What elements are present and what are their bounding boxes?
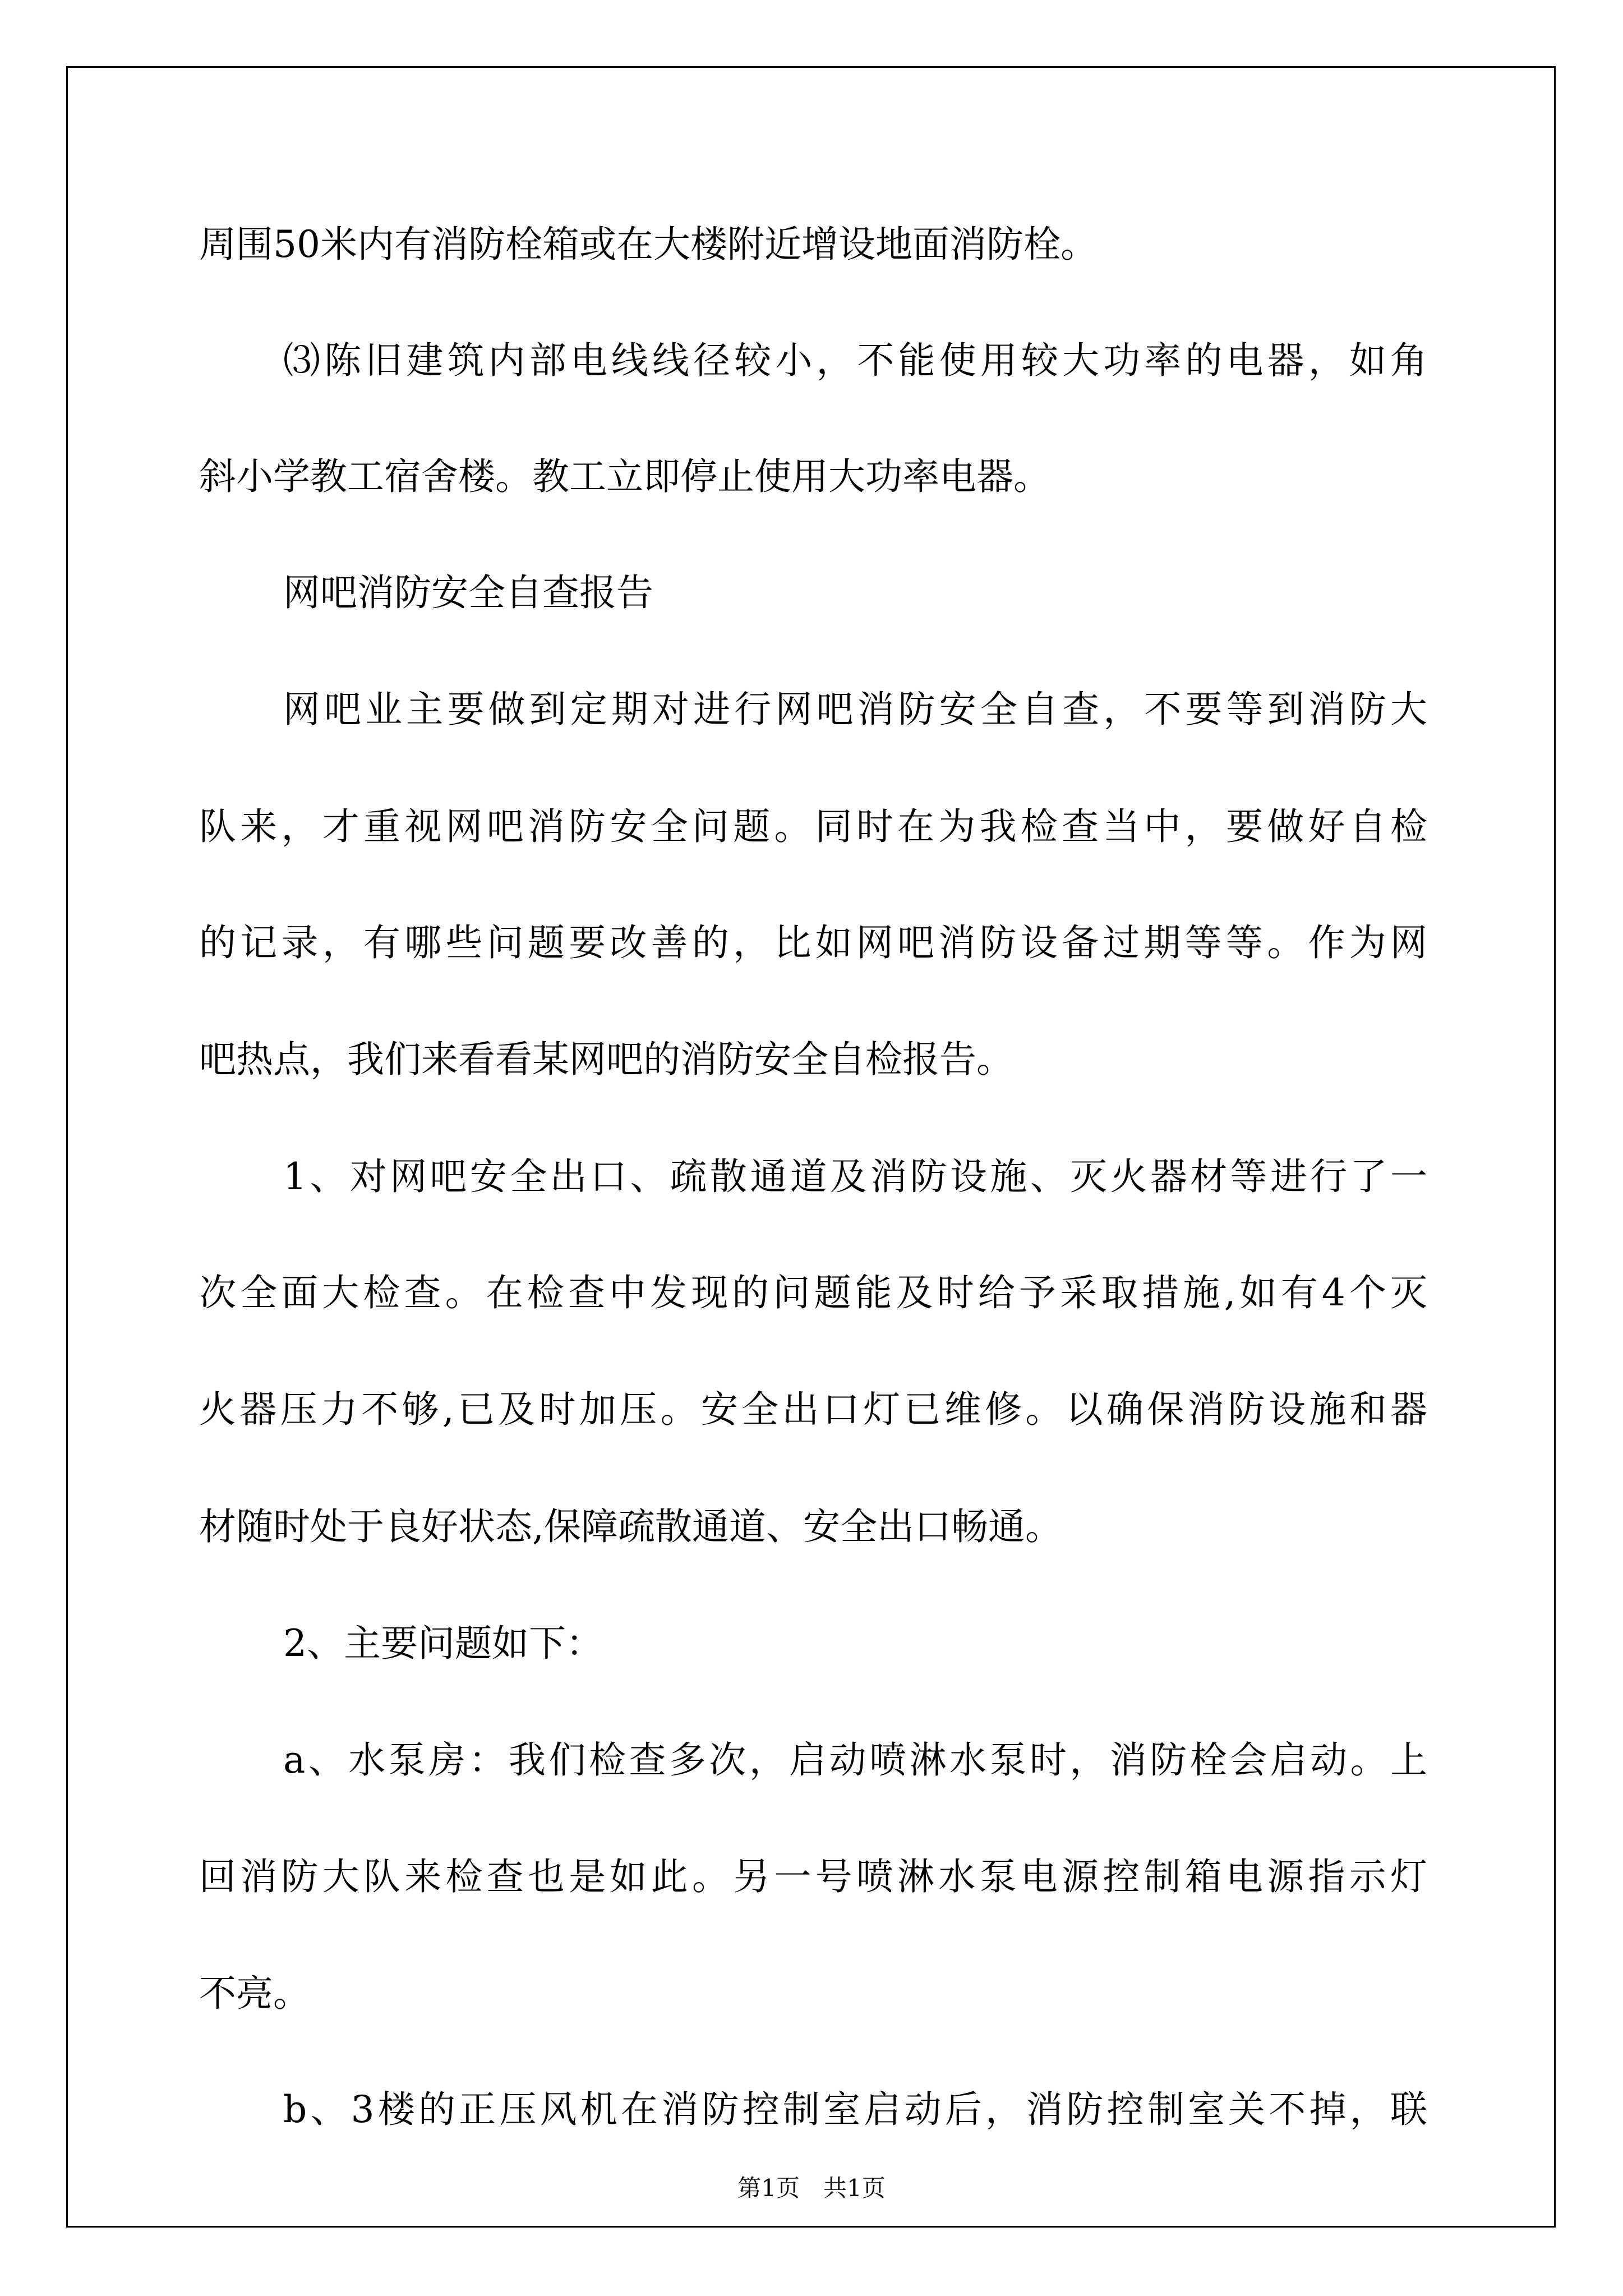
paragraph-line: 不亮。 [199, 1972, 310, 2015]
section-heading: 网吧消防安全自查报告 [283, 571, 653, 614]
paragraph-line: a、水泵房：我们检查多次，启动喷淋水泵时，消防栓会启动。上 [283, 1738, 1427, 1782]
paragraph-line: 火器压力不够,已及时加压。安全出口灯已维修。以确保消防设施和器 [199, 1388, 1427, 1431]
paragraph-line: 队来，才重视网吧消防安全问题。同时在为我检查当中，要做好自检 [199, 805, 1427, 848]
paragraph-line: 1、对网吧安全出口、疏散通道及消防设施、灭火器材等进行了一 [283, 1155, 1427, 1198]
paragraph-line: 材随时处于良好状态,保障疏散通道、安全出口畅通。 [199, 1505, 1062, 1548]
paragraph-line: ⑶陈旧建筑内部电线线径较小，不能使用较大功率的电器，如角 [283, 339, 1427, 382]
paragraph-line: 的记录，有哪些问题要改善的，比如网吧消防设备过期等等。作为网 [199, 921, 1427, 964]
paragraph-line: 次全面大检查。在检查中发现的问题能及时给予采取措施,如有4个灭 [199, 1271, 1427, 1314]
paragraph-line: 吧热点，我们来看看某网吧的消防安全自检报告。 [199, 1038, 1013, 1081]
paragraph-line: 网吧业主要做到定期对进行网吧消防安全自查，不要等到消防大 [283, 688, 1427, 731]
paragraph-line: 斜小学教工宿舍楼。教工立即停止使用大功率电器。 [199, 455, 1050, 498]
paragraph-line: b、3楼的正压风机在消防控制室启动后，消防控制室关不掉，联 [283, 2088, 1427, 2131]
paragraph-line: 2、主要问题如下： [283, 1622, 603, 1665]
page-border [66, 66, 1556, 2228]
page-number-footer: 第1页 共1页 [737, 2174, 886, 2202]
paragraph-line: 周围50米内有消防栓箱或在大楼附近增设地面消防栓。 [199, 223, 1098, 266]
paragraph-line: 回消防大队来检查也是如此。另一号喷淋水泵电源控制箱电源指示灯 [199, 1855, 1427, 1898]
